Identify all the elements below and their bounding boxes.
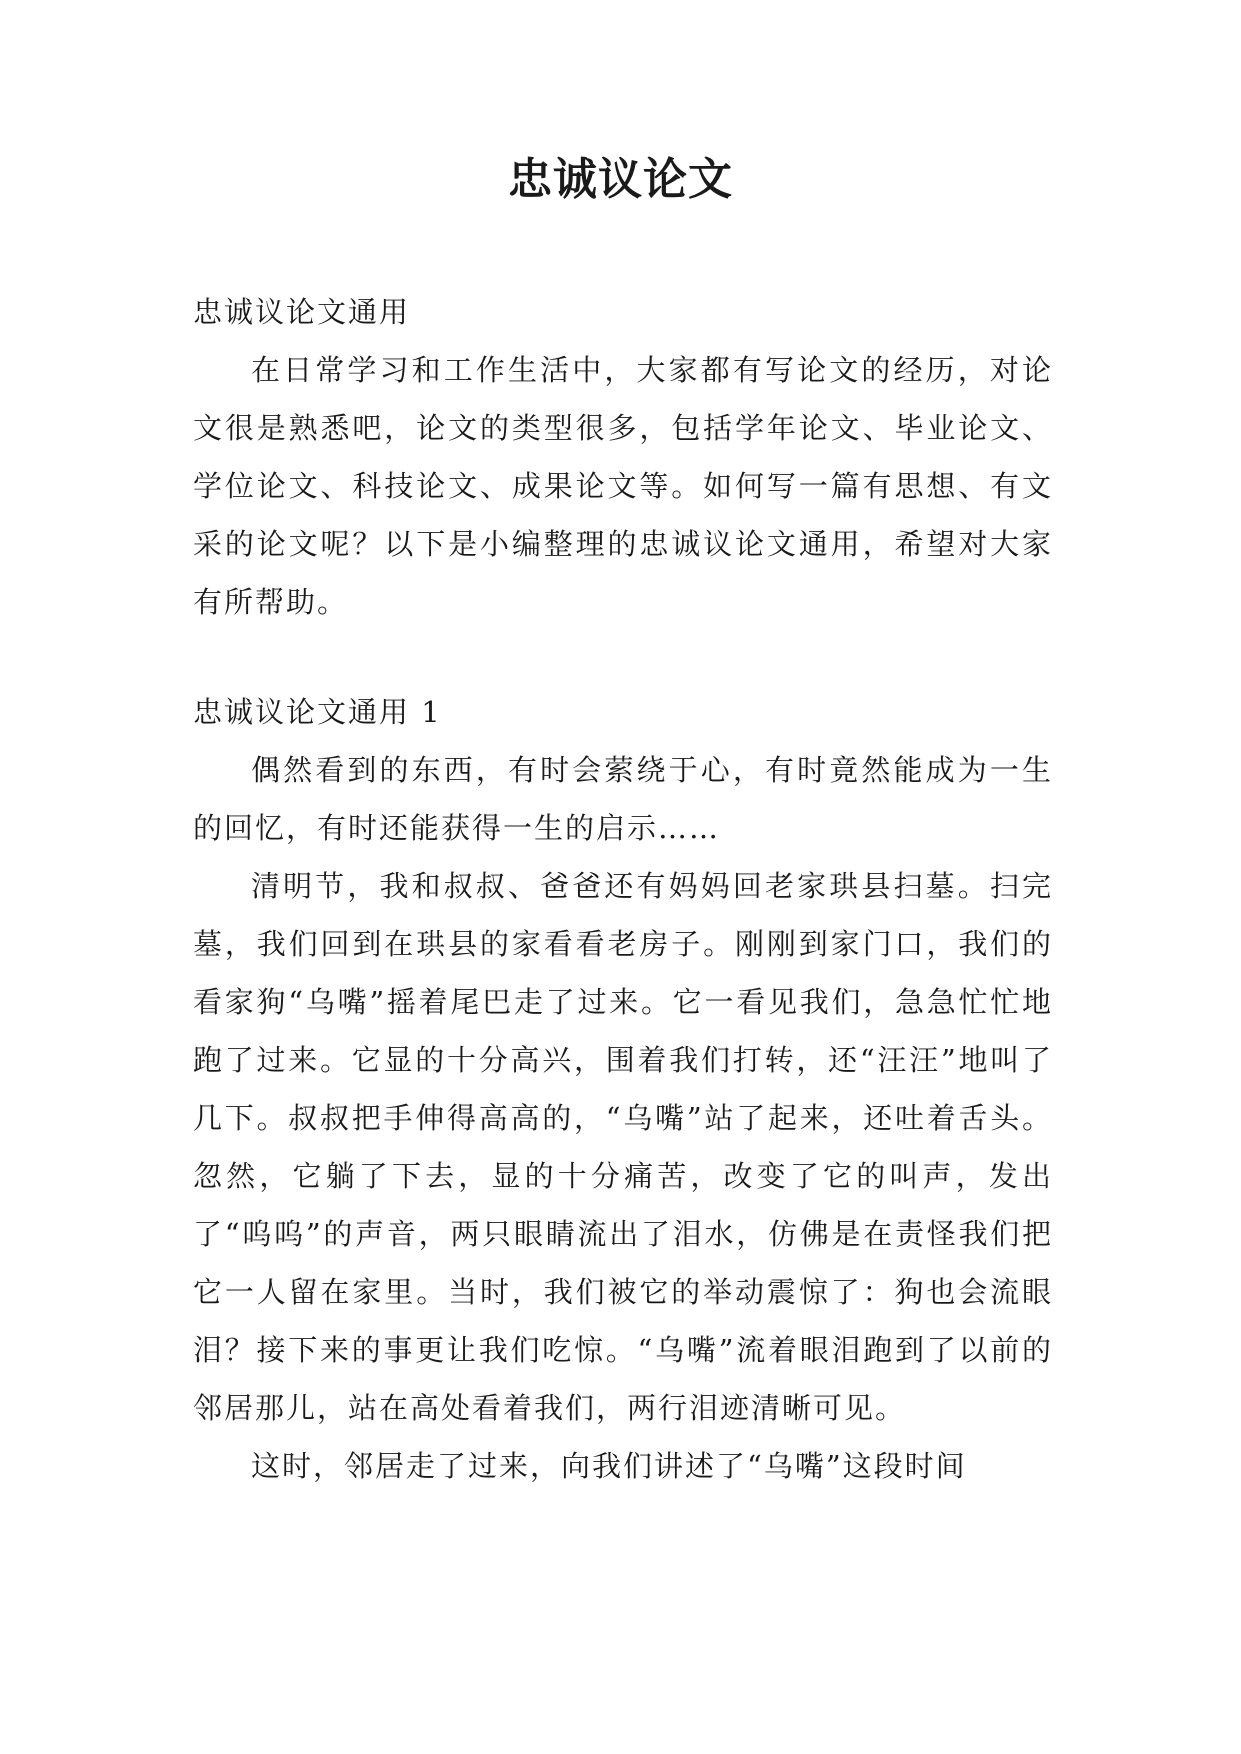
document-title: 忠诚议论文 <box>508 154 733 205</box>
paragraph-1: 偶然看到的东西，有时会萦绕于心，有时竟然能成为一生的回忆，有时还能获得一生的启示…… <box>193 753 1053 845</box>
document-body <box>193 283 1053 1495</box>
paragraph-2: 清明节，我和叔叔、爸爸还有妈妈回老家珙县扫墓。扫完墓，我们回到在珙县的家看看老房子。刚刚到家门口，我们的看家狗“乌嘴”摇着尾巴走了过来。它一看见我们，急急忙忙地跑了过来。它显的十分高兴，围着我们打转，还“汪汪”地叫了几下。叔叔把手伸得高高的，“乌嘴”站了起来，还吐着舌头。忽然，它躺了下去，显的十分痛苦，改变了它的叫声，发出了“呜呜”的声音，两只眼睛流出了泪水，仿佛是在责怪我们把它一人留在家里。当时，我们被它的举动震惊了：狗也会流眼泪？接下来的事更让我们吃惊。“乌嘴”流着眼泪跑到了以前的邻居那儿，站在高处看着我们，两行泪迹清晰可见。 <box>193 869 1053 1425</box>
section-heading-intro: 忠诚议论文通用 <box>193 295 411 329</box>
intro-paragraph: 在日常学习和工作生活中，大家都有写论文的经历，对论文很是熟悉吧，论文的类型很多，包括学年论文、毕业论文、学位论文、科技论文、成果论文等。如何写一篇有思想、有文采的论文呢？以下是小编整理的忠诚议论文通用，希望对大家有所帮助。 <box>193 353 1053 619</box>
section-spacer <box>193 631 1053 683</box>
paragraph-3: 这时，邻居走了过来，向我们讲述了“乌嘴”这段时间 <box>251 1449 967 1483</box>
section-heading-1: 忠诚议论文通用 1 <box>193 695 442 729</box>
